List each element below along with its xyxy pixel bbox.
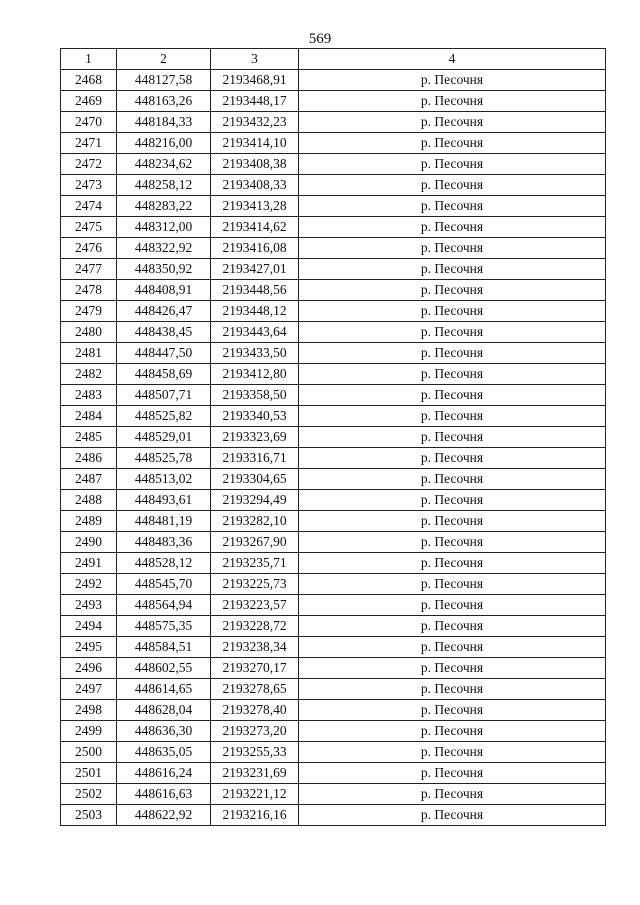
description-cell: р. Песочня: [299, 385, 606, 406]
point-number-cell: 2480: [61, 322, 117, 343]
y-coordinate-cell: 2193414,62: [211, 217, 299, 238]
point-number-cell: 2469: [61, 91, 117, 112]
x-coordinate-cell: 448458,69: [117, 364, 211, 385]
y-coordinate-cell: 2193416,08: [211, 238, 299, 259]
point-number-cell: 2490: [61, 532, 117, 553]
point-number-cell: 2489: [61, 511, 117, 532]
x-coordinate-cell: 448163,26: [117, 91, 211, 112]
table-row: [61, 196, 606, 217]
description-cell: р. Песочня: [299, 469, 606, 490]
y-coordinate-cell: 2193273,20: [211, 721, 299, 742]
x-coordinate-cell: 448635,05: [117, 742, 211, 763]
point-number-cell: 2501: [61, 763, 117, 784]
description-cell: р. Песочня: [299, 301, 606, 322]
x-coordinate-cell: 448493,61: [117, 490, 211, 511]
point-number-cell: 2499: [61, 721, 117, 742]
x-coordinate-cell: 448507,71: [117, 385, 211, 406]
y-coordinate-cell: 2193238,34: [211, 637, 299, 658]
x-coordinate-cell: 448350,92: [117, 259, 211, 280]
table-row: [61, 343, 606, 364]
description-cell: р. Песочня: [299, 322, 606, 343]
table-row: [61, 700, 606, 721]
x-coordinate-cell: 448584,51: [117, 637, 211, 658]
point-number-cell: 2474: [61, 196, 117, 217]
y-coordinate-cell: 2193278,40: [211, 700, 299, 721]
x-coordinate-cell: 448234,62: [117, 154, 211, 175]
column-header-3: 3: [211, 49, 299, 70]
column-header-1: 1: [61, 49, 117, 70]
y-coordinate-cell: 2193432,23: [211, 112, 299, 133]
x-coordinate-cell: 448525,78: [117, 448, 211, 469]
table-row: [61, 259, 606, 280]
y-coordinate-cell: 2193231,69: [211, 763, 299, 784]
description-cell: р. Песочня: [299, 637, 606, 658]
table-row: [61, 133, 606, 154]
description-cell: р. Песочня: [299, 238, 606, 259]
y-coordinate-cell: 2193304,65: [211, 469, 299, 490]
table-row: [61, 385, 606, 406]
description-cell: р. Песочня: [299, 658, 606, 679]
x-coordinate-cell: 448529,01: [117, 427, 211, 448]
description-cell: р. Песочня: [299, 343, 606, 364]
x-coordinate-cell: 448408,91: [117, 280, 211, 301]
point-number-cell: 2475: [61, 217, 117, 238]
description-cell: р. Песочня: [299, 217, 606, 238]
y-coordinate-cell: 2193216,16: [211, 805, 299, 826]
description-cell: р. Песочня: [299, 154, 606, 175]
point-number-cell: 2476: [61, 238, 117, 259]
y-coordinate-cell: 2193225,73: [211, 574, 299, 595]
table-row: [61, 805, 606, 826]
point-number-cell: 2487: [61, 469, 117, 490]
description-cell: р. Песочня: [299, 763, 606, 784]
y-coordinate-cell: 2193255,33: [211, 742, 299, 763]
table-row: [61, 364, 606, 385]
x-coordinate-cell: 448283,22: [117, 196, 211, 217]
point-number-cell: 2483: [61, 385, 117, 406]
y-coordinate-cell: 2193358,50: [211, 385, 299, 406]
point-number-cell: 2485: [61, 427, 117, 448]
table-row: [61, 721, 606, 742]
point-number-cell: 2495: [61, 637, 117, 658]
y-coordinate-cell: 2193414,10: [211, 133, 299, 154]
y-coordinate-cell: 2193448,17: [211, 91, 299, 112]
table-row: [61, 595, 606, 616]
description-cell: р. Песочня: [299, 364, 606, 385]
table-row: [61, 91, 606, 112]
y-coordinate-cell: 2193427,01: [211, 259, 299, 280]
x-coordinate-cell: 448616,24: [117, 763, 211, 784]
column-header-2: 2: [117, 49, 211, 70]
x-coordinate-cell: 448447,50: [117, 343, 211, 364]
x-coordinate-cell: 448525,82: [117, 406, 211, 427]
description-cell: р. Песочня: [299, 427, 606, 448]
table-row: [61, 175, 606, 196]
table-row: [61, 427, 606, 448]
description-cell: р. Песочня: [299, 70, 606, 91]
description-cell: р. Песочня: [299, 175, 606, 196]
description-cell: р. Песочня: [299, 406, 606, 427]
table-row: [61, 112, 606, 133]
point-number-cell: 2502: [61, 784, 117, 805]
point-number-cell: 2477: [61, 259, 117, 280]
point-number-cell: 2478: [61, 280, 117, 301]
y-coordinate-cell: 2193235,71: [211, 553, 299, 574]
description-cell: р. Песочня: [299, 448, 606, 469]
table-body: [61, 70, 606, 826]
y-coordinate-cell: 2193267,90: [211, 532, 299, 553]
x-coordinate-cell: 448258,12: [117, 175, 211, 196]
table-row: [61, 322, 606, 343]
y-coordinate-cell: 2193282,10: [211, 511, 299, 532]
description-cell: р. Песочня: [299, 532, 606, 553]
table-row: [61, 742, 606, 763]
table-row: [61, 238, 606, 259]
description-cell: р. Песочня: [299, 595, 606, 616]
x-coordinate-cell: 448483,36: [117, 532, 211, 553]
table-row: [61, 490, 606, 511]
y-coordinate-cell: 2193448,56: [211, 280, 299, 301]
description-cell: р. Песочня: [299, 511, 606, 532]
point-number-cell: 2482: [61, 364, 117, 385]
x-coordinate-cell: 448575,35: [117, 616, 211, 637]
x-coordinate-cell: 448564,94: [117, 595, 211, 616]
x-coordinate-cell: 448528,12: [117, 553, 211, 574]
point-number-cell: 2486: [61, 448, 117, 469]
point-number-cell: 2473: [61, 175, 117, 196]
y-coordinate-cell: 2193294,49: [211, 490, 299, 511]
y-coordinate-cell: 2193316,71: [211, 448, 299, 469]
description-cell: р. Песочня: [299, 196, 606, 217]
table-row: [61, 616, 606, 637]
y-coordinate-cell: 2193433,50: [211, 343, 299, 364]
table-row: [61, 469, 606, 490]
y-coordinate-cell: 2193468,91: [211, 70, 299, 91]
y-coordinate-cell: 2193413,28: [211, 196, 299, 217]
point-number-cell: 2484: [61, 406, 117, 427]
point-number-cell: 2500: [61, 742, 117, 763]
table-row: [61, 637, 606, 658]
x-coordinate-cell: 448602,55: [117, 658, 211, 679]
description-cell: р. Песочня: [299, 784, 606, 805]
point-number-cell: 2492: [61, 574, 117, 595]
description-cell: р. Песочня: [299, 112, 606, 133]
description-cell: р. Песочня: [299, 280, 606, 301]
description-cell: р. Песочня: [299, 553, 606, 574]
point-number-cell: 2494: [61, 616, 117, 637]
y-coordinate-cell: 2193223,57: [211, 595, 299, 616]
x-coordinate-cell: 448513,02: [117, 469, 211, 490]
y-coordinate-cell: 2193270,17: [211, 658, 299, 679]
point-number-cell: 2468: [61, 70, 117, 91]
description-cell: р. Песочня: [299, 721, 606, 742]
point-number-cell: 2488: [61, 490, 117, 511]
table-row: [61, 301, 606, 322]
description-cell: р. Песочня: [299, 574, 606, 595]
x-coordinate-cell: 448545,70: [117, 574, 211, 595]
point-number-cell: 2496: [61, 658, 117, 679]
point-number-cell: 2498: [61, 700, 117, 721]
x-coordinate-cell: 448438,45: [117, 322, 211, 343]
description-cell: р. Песочня: [299, 616, 606, 637]
point-number-cell: 2493: [61, 595, 117, 616]
x-coordinate-cell: 448622,92: [117, 805, 211, 826]
y-coordinate-cell: 2193412,80: [211, 364, 299, 385]
x-coordinate-cell: 448216,00: [117, 133, 211, 154]
table-row: [61, 406, 606, 427]
point-number-cell: 2481: [61, 343, 117, 364]
description-cell: р. Песочня: [299, 490, 606, 511]
table-row: [61, 154, 606, 175]
point-number-cell: 2491: [61, 553, 117, 574]
point-number-cell: 2471: [61, 133, 117, 154]
x-coordinate-cell: 448426,47: [117, 301, 211, 322]
description-cell: р. Песочня: [299, 679, 606, 700]
table-header-row: [61, 49, 606, 70]
y-coordinate-cell: 2193340,53: [211, 406, 299, 427]
point-number-cell: 2470: [61, 112, 117, 133]
x-coordinate-cell: 448322,92: [117, 238, 211, 259]
x-coordinate-cell: 448614,65: [117, 679, 211, 700]
x-coordinate-cell: 448636,30: [117, 721, 211, 742]
description-cell: р. Песочня: [299, 700, 606, 721]
description-cell: р. Песочня: [299, 259, 606, 280]
x-coordinate-cell: 448628,04: [117, 700, 211, 721]
x-coordinate-cell: 448481,19: [117, 511, 211, 532]
page-number: 569: [308, 31, 332, 47]
y-coordinate-cell: 2193278,65: [211, 679, 299, 700]
point-number-cell: 2497: [61, 679, 117, 700]
table-row: [61, 448, 606, 469]
description-cell: р. Песочня: [299, 91, 606, 112]
table-row: [61, 532, 606, 553]
y-coordinate-cell: 2193323,69: [211, 427, 299, 448]
table-row: [61, 658, 606, 679]
y-coordinate-cell: 2193408,38: [211, 154, 299, 175]
description-cell: р. Песочня: [299, 133, 606, 154]
description-cell: р. Песочня: [299, 805, 606, 826]
table-row: [61, 553, 606, 574]
y-coordinate-cell: 2193448,12: [211, 301, 299, 322]
coordinates-table: [60, 48, 606, 826]
point-number-cell: 2472: [61, 154, 117, 175]
table-row: [61, 280, 606, 301]
x-coordinate-cell: 448312,00: [117, 217, 211, 238]
point-number-cell: 2479: [61, 301, 117, 322]
table-row: [61, 217, 606, 238]
table-row: [61, 784, 606, 805]
table-row: [61, 763, 606, 784]
y-coordinate-cell: 2193443,64: [211, 322, 299, 343]
x-coordinate-cell: 448616,63: [117, 784, 211, 805]
column-header-4: 4: [299, 49, 606, 70]
y-coordinate-cell: 2193221,12: [211, 784, 299, 805]
description-cell: р. Песочня: [299, 742, 606, 763]
table-row: [61, 679, 606, 700]
table-row: [61, 574, 606, 595]
table-row: [61, 511, 606, 532]
x-coordinate-cell: 448127,58: [117, 70, 211, 91]
x-coordinate-cell: 448184,33: [117, 112, 211, 133]
table-row: [61, 70, 606, 91]
point-number-cell: 2503: [61, 805, 117, 826]
y-coordinate-cell: 2193408,33: [211, 175, 299, 196]
y-coordinate-cell: 2193228,72: [211, 616, 299, 637]
